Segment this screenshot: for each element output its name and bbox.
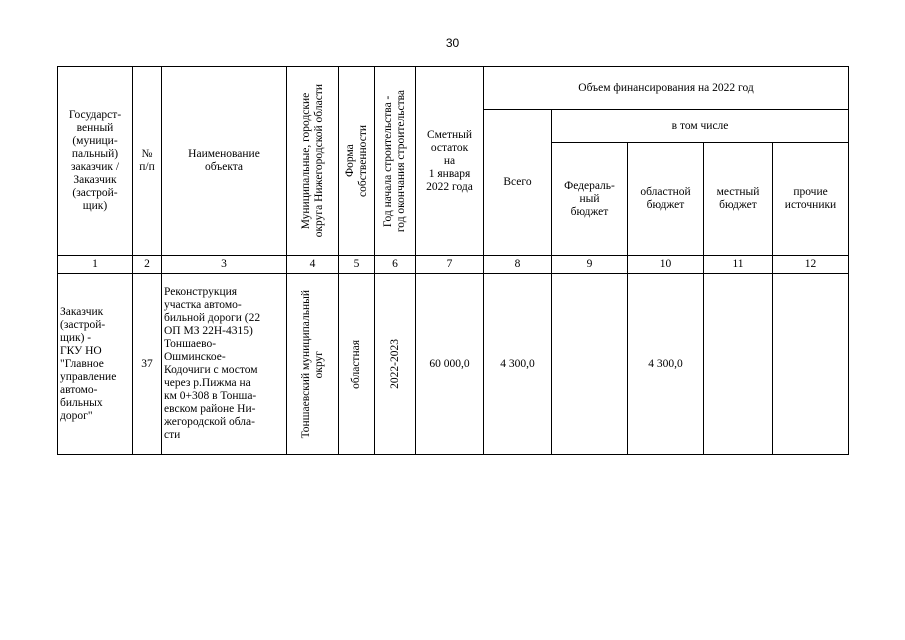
column-number: 12 (773, 256, 849, 274)
row-ownership-cell (339, 274, 375, 455)
header-municipality-cell (287, 67, 339, 256)
header-federal: Федераль- ный бюджет (552, 143, 628, 256)
financing-table (57, 66, 849, 455)
row-federal (552, 274, 628, 455)
row-years: 2022-2023 (388, 339, 401, 389)
column-number: 11 (704, 256, 773, 274)
table-row (58, 274, 849, 455)
header-years: Год начала строительства - год окончания строительства (382, 89, 407, 233)
row-ownership: областная (350, 339, 362, 389)
header-local: местный бюджет (704, 143, 773, 256)
header-regional: областной бюджет (628, 143, 704, 256)
header-funding-title: Объем финансирования на 2022 год (484, 67, 849, 110)
header-row-1 (58, 67, 849, 110)
page-number: 30 (445, 36, 460, 50)
row-municipality: Тоншаевский муниципальный округ (299, 289, 325, 439)
column-number: 6 (375, 256, 416, 274)
header-ownership-cell (339, 67, 375, 256)
column-number: 3 (162, 256, 287, 274)
column-number: 7 (416, 256, 484, 274)
row-object-name: Реконструкция участка автомо- бильной дороги (22 ОП МЗ 22Н-4315) Тоншаево- Ошминское- Кодочиги с мостом через р.Пижма на км 0+308 в Тонша- евском районе Ни- жегородской обла- сти (162, 274, 287, 455)
row-estimated-balance: 60 000,0 (416, 274, 484, 455)
row-years-cell (375, 274, 416, 455)
header-other: прочие источники (773, 143, 849, 256)
row-other (773, 274, 849, 455)
header-ownership: Форма собственности (343, 125, 369, 197)
column-number: 8 (484, 256, 552, 274)
column-number: 9 (552, 256, 628, 274)
row-regional: 4 300,0 (628, 274, 704, 455)
header-customer: Государст- венный (муници- пальный) заказчик / Заказчик (застрой- щик) (58, 67, 133, 256)
header-including: в том числе (552, 110, 849, 143)
row-total: 4 300,0 (484, 274, 552, 455)
column-number: 2 (133, 256, 162, 274)
header-number: № п/п (133, 67, 162, 256)
column-numbers-row (58, 256, 849, 274)
header-municipality: Муниципальные, городские округа Нижегородской области (299, 84, 325, 238)
column-number: 4 (287, 256, 339, 274)
column-number: 1 (58, 256, 133, 274)
row-local (704, 274, 773, 455)
header-years-cell (375, 67, 416, 256)
header-estimated-balance: Сметный остаток на 1 января 2022 года (416, 67, 484, 256)
row-customer: Заказчик (застрой- щик) - ГКУ НО "Главное управление автомо- бильных дорог" (58, 274, 133, 455)
row-number: 37 (133, 274, 162, 455)
header-total: Всего (484, 110, 552, 256)
column-number: 10 (628, 256, 704, 274)
column-number: 5 (339, 256, 375, 274)
row-municipality-cell (287, 274, 339, 455)
header-object-name: Наименование объекта (162, 67, 287, 256)
